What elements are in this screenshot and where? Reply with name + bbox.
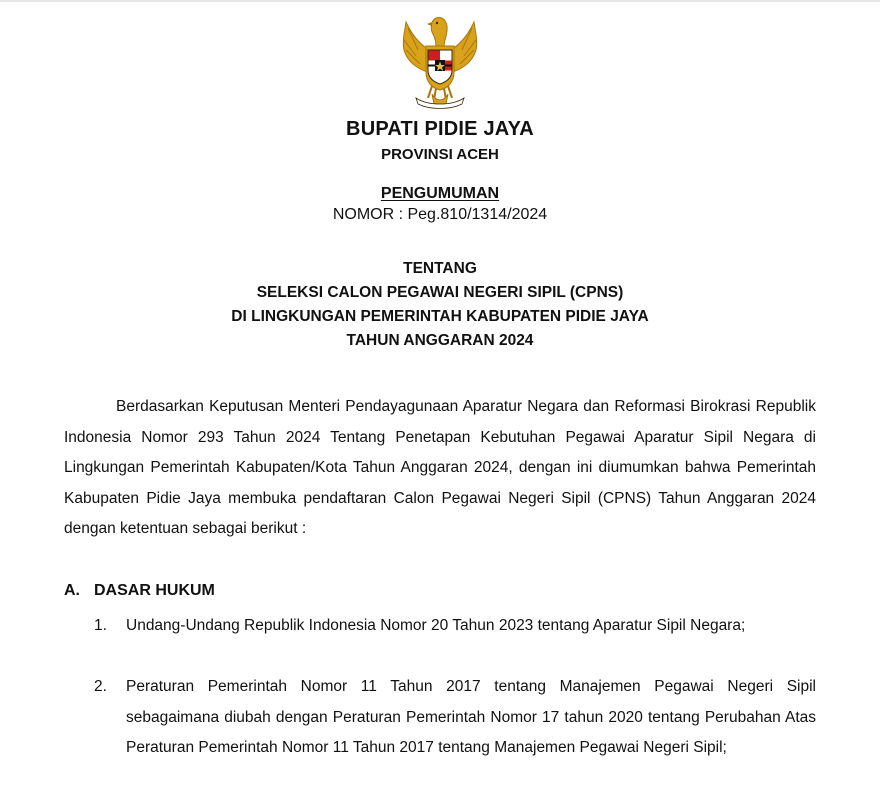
list-item-number: 1. <box>94 617 107 634</box>
intro-paragraph: Berdasarkan Keputusan Menteri Pendayagunaan Aparatur Negara dan Reformasi Birokrasi Republik Indonesia Nomor 293 Tahun 2024 Tentang Penetapan Kebutuhan Pegawai Aparatur Sipil Negara di Lingkungan Pemerintah Kabupaten/Kota Tahun Anggaran 2024, dengan ini diumumkan bahwa Pemerintah Kabupaten Pidie Jaya membuka pendaftaran Calon Pegawai Negeri Sipil (CPNS) Tahun Anggaran 2024 dengan ketentuan sebagai berikut : <box>64 398 816 537</box>
office-title: BUPATI PIDIE JAYA <box>346 118 534 140</box>
subject-line-2: SELEKSI CALON PEGAWAI NEGERI SIPIL (CPNS) <box>256 284 624 301</box>
province-title: PROVINSI ACEH <box>381 146 499 163</box>
list-item <box>94 672 816 764</box>
page-top-edge <box>0 0 880 2</box>
announcement-number: NOMOR : Peg.810/1314/2024 <box>332 206 548 223</box>
list-item-text: Undang-Undang Republik Indonesia Nomor 20 Tahun 2023 tentang Aparatur Sipil Negara; <box>126 617 746 634</box>
list-item-text: Peraturan Pemerintah Nomor 11 Tahun 2017 tentang Manajemen Pegawai Negeri Sipil sebagaimana diubah dengan Peraturan Pemerintah Nomor 17 tahun 2020 tentang Perubahan Atas Peraturan Pemerintah Nomor 11 Tahun 2017 tentang Manajemen Pegawai Negeri Sipil; <box>126 678 816 756</box>
section-a-title: DASAR HUKUM <box>94 582 215 599</box>
garuda-emblem-icon <box>392 10 488 110</box>
list-item <box>94 611 816 642</box>
announcement-title <box>0 185 880 203</box>
list-item-number: 2. <box>94 678 107 695</box>
section-a-heading <box>64 582 215 600</box>
announcement-title-text: PENGUMUMAN <box>380 185 500 202</box>
subject-line-3: DI LINGKUNGAN PEMERINTAH KABUPATEN PIDIE JAYA <box>231 308 649 325</box>
subject-line-1: TENTANG <box>403 260 477 277</box>
subject-line-4: TAHUN ANGGARAN 2024 <box>346 332 534 349</box>
section-a-label: A. <box>64 582 80 599</box>
